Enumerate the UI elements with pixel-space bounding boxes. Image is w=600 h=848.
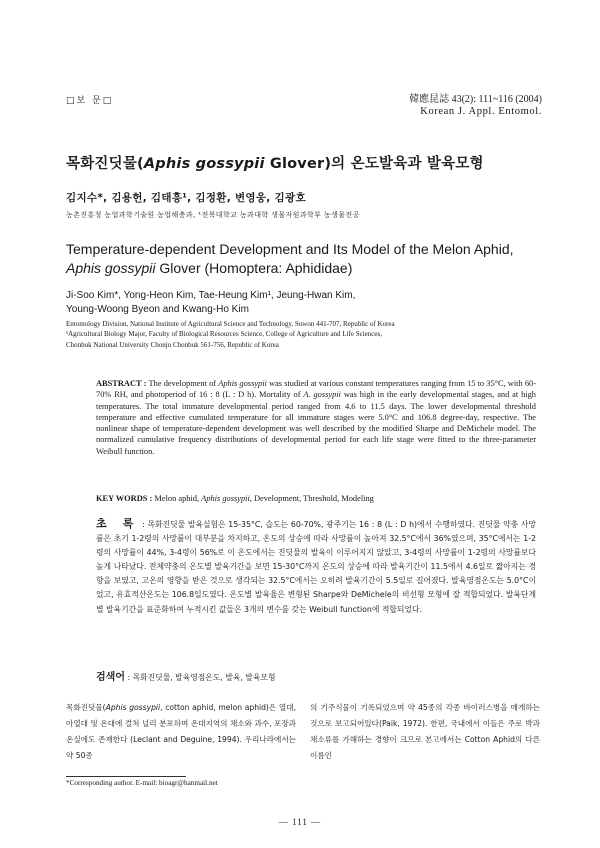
english-affiliations [66, 319, 536, 350]
abstract-heading: ABSTRACT : [96, 379, 149, 388]
keywords: KEY WORDS : Melon aphid, Aphis gossypii, Development, Threshold, Modeling [96, 494, 374, 503]
affiliation-line: Chonbuk National University Chonju Chonbuk 561-756, Republic of Korea [66, 340, 279, 349]
keywords-heading: KEY WORDS : [96, 494, 155, 503]
journal-name: Korean J. Appl. Entomol. [420, 106, 542, 117]
abstract: ABSTRACT : The development of Aphis gossypii was studied at various constant temperatures ranging from 15 to 35°C, with 60-70% RH, and photoperiod of 16 : 8 (L : D h). Mortality of A. gossypii was high in the early developmental stages, and at high temperatures. The total immature developmental period ranged from 4.6 to 11.5 days. The lower developmental threshold temperature and effective cumulated temperature for all immature stages were 5.0°C and 106.8 degree-day, respective. The nonlinear shape of temperature-dependent development was well described by the modified Sharpe and DeMichele model. The normalized cumulative frequency distributions of developmental period for each life stage were fitted to the three-parameter Weibull function. [96, 379, 536, 456]
english-title: Temperature-dependent Development and Its Model of the Melon Aphid, Aphis gossypii Glover (Homoptera: Aphididae) [66, 240, 536, 278]
korean-keywords: 검색어 : 목화진딧물, 발육영점온도, 발육, 발육모형 [96, 672, 276, 683]
page-number: — 111 — [278, 817, 322, 827]
korean-title-species: Aphis gossypii [143, 156, 265, 172]
korean-abstract: 초 록 : 목화진딧물 발육실험은 15-35°C, 습도는 60-70%, 광주기는 16 : 8 (L : D h)에서 수행하였다. 진딧물 약충 사망률은 초기 1-2령의 사망률이 대부분을 차지하고, 온도의 상승에 따라 사망률이 높아져 32.5°C에서 36%였으며, 35°C에서는 1-2령의 사망률이 44%, 3-4령이 56%로 이 온도에서는 진딧물의 발육이 이루어지지 않았고, 3-4령의 사망률이 1-2령의 사망률보다 높게 나타났다. 전체약충의 온도별 발육기간을 보면 15-30°C까지 온도의 상승에 따라 발육기간이 11.5에서 4.6일로 짧아지는 경향을 보였고, 고온의 영향을 받은 것으로 생각되는 32.5°C에서는 오히려 발육기간이 5.5일로 길어졌다. 발육영점온도는 5.0°C이었고, 유효적산온도는 106.8일도였다. 온도별 발육율은 변형된 Sharpe와 DeMichele의 비선형 모형에 잘 적합되었다. 발육단계별 발육기간을 표준화하여 누적시킨 값들은 3개의 변수를 갖는 Weibull function에 적합되었다. [96, 517, 536, 614]
korean-keywords-heading: 검색어 [96, 672, 125, 683]
korean-abstract-heading: 초 록 [96, 517, 140, 530]
body-text-left-column: 목화진딧물(Aphis gossypii, cotton aphid, melon aphid)은 열대, 아열대 및 온대에 걸쳐 널리 분포하며 온대지역의 채소와 과수, 포장과 온실에도 존재한다 (Leclant and Deguine, 1994). 우리나라에서는 약 50종 [66, 703, 296, 760]
affiliation-line: Entomology Division, National Institute of Agricultural Science and Technology, Suwon 441-707, Republic of Korea [66, 320, 395, 328]
journal-reference: 韓應昆誌 43(2): 111~116 (2004) [409, 94, 542, 105]
korean-authors: 김지수*, 김용헌, 김태흥¹, 김정환, 변영웅, 김광호 [66, 192, 306, 204]
section-label: □보 문□ [66, 96, 114, 106]
english-title-line1: Temperature-dependent Development and Its Model of the Melon Aphid, [66, 241, 514, 257]
footnote-divider [66, 776, 186, 777]
body-text-right-column: 의 기주식물이 기록되었으며 약 45종의 각종 바이러스병을 매개하는 것으로 보고되어있다(Paik, 1972). 한편, 국내에서 이들은 주로 박과채소류를 가해하는 경향이 크므로 본고에서는 Cotton Aphid의 다른 이름인 [310, 703, 540, 760]
english-authors: Ji-Soo Kim*, Yong-Heon Kim, Tae-Heung Kim¹, Jeung-Hwan Kim, Young-Woong Byeon and Kwang-Ho Kim [66, 290, 356, 315]
english-title-species: Aphis gossypii [66, 260, 156, 276]
korean-affiliation: 농촌진흥청 농업과학기술원 농업해충과, ¹전북대학교 농과대학 생물자원과학부 농생물전공 [66, 211, 360, 219]
affiliation-line: ¹Agricultural Biology Major, Faculty of Biological Resources Science, College of Agriculture and Life Sciences, [66, 330, 382, 339]
corresponding-author-footnote: *Corresponding author. E-mail: bioagr@hanmail.net [66, 779, 218, 787]
korean-title: 목화진딧물(Aphis gossypii Glover)의 온도발육과 발육모형 [66, 156, 484, 172]
